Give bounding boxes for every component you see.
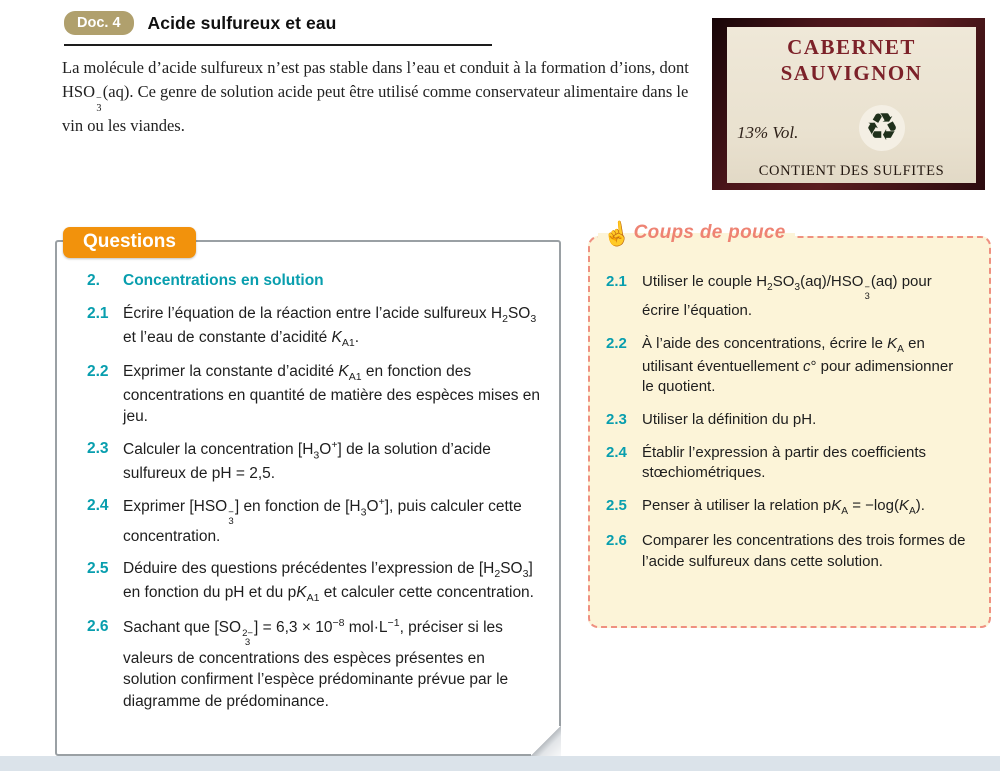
hint-number: 2.5 — [606, 497, 627, 515]
thumb-up-icon: ☝ — [600, 219, 633, 249]
hint-item — [606, 334, 975, 398]
hint-item — [606, 496, 975, 519]
questions-panel — [55, 231, 561, 756]
question-item — [87, 495, 541, 548]
question-text: Écrire l’équation de la réaction entre l’acide sulfureux $H_2SO_3$ et l’eau de constante d’acidité $K_{A1}$. — [123, 305, 537, 349]
page-fold-corner — [531, 726, 561, 756]
question-text: Sachant que [SO 2− 3 ] = $6,3 \times 10^{-8}$ $mol\cdot L^{-1}$, préciser si les valeurs de concentrations des espèces présentes en solution confirment l’espèce prédominante prévue par le diagramme de prédominance. — [123, 616, 509, 710]
page-title: Acide sulfureux et eau — [147, 12, 337, 33]
section-number: 2. — [87, 272, 100, 289]
question-number: 2.4 — [87, 496, 109, 514]
wine-name-line1: CABERNET — [787, 35, 916, 59]
wine-name — [727, 27, 976, 86]
hint-number: 2.6 — [606, 532, 627, 550]
question-number: 2.1 — [87, 305, 109, 322]
recycling-icon: ♻ — [859, 105, 905, 151]
hints-header — [598, 219, 795, 249]
question-number: 2.2 — [87, 362, 109, 380]
hint-item — [606, 410, 975, 431]
doc-header — [64, 11, 492, 46]
intro-paragraph: La molécule d’acide sulfureux n’est pas stable dans l’eau et conduit à la formation d’ions, dont HSO − 3 (aq). Ce genre de solution acide peut être utilisé comme conservateur alimentaire dans le vin ou les viandes. — [62, 58, 689, 135]
hint-number: 2.2 — [606, 334, 627, 352]
hint-item — [606, 272, 975, 322]
questions-content — [57, 242, 559, 713]
questions-section-header — [87, 272, 541, 290]
question-item — [87, 361, 541, 428]
sulfites-notice: CONTIENT DES SULFITES — [758, 163, 945, 179]
question-text: Exprimer [HSO − 3 ] en fonction de $[H_3O^+]$, puis calculer cette concentration. — [123, 495, 522, 546]
page-bottom-edge — [0, 756, 1000, 771]
doc-number-badge: Doc. 4 — [64, 11, 134, 35]
question-number: 2.6 — [87, 617, 109, 635]
question-item — [87, 438, 541, 485]
wine-label-photo — [712, 18, 985, 190]
hint-item — [606, 531, 975, 572]
question-text: Calculer la concentration $[H_3O^+]$ de la solution d’acide sulfureux de pH = 2,5. — [123, 438, 491, 482]
hint-text: Penser à utiliser la relation $pK_A = -\log(K_A)$. — [642, 497, 925, 518]
question-number: 2.5 — [87, 560, 109, 578]
questions-header-badge: Questions — [63, 227, 196, 258]
hint-text: À l’aide des concentrations, écrire le $K_A$ en utilisant éventuellement c° pour adimensionner le quotient. — [642, 334, 954, 396]
hint-text: Utiliser le couple $H_2SO_3(aq)$/HSO − 3 (aq) pour écrire l’équation. — [642, 273, 932, 319]
hint-number: 2.1 — [606, 273, 627, 290]
hint-number: 2.3 — [606, 410, 627, 428]
hints-panel — [588, 219, 991, 628]
wine-name-line2: SAUVIGNON — [780, 60, 923, 85]
section-title: Concentrations en solution — [123, 272, 324, 289]
question-item — [87, 558, 541, 606]
question-text: Déduire des questions précédentes l’expression de $[H_2SO_3]$ en fonction du pH et du $pK_{A1}$ et calculer cette concentration. — [123, 560, 534, 605]
wine-label-inner — [727, 27, 976, 183]
hint-text: Utiliser la définition du pH. — [642, 410, 817, 428]
alcohol-content: 13% Vol. — [737, 123, 799, 142]
question-number: 2.3 — [87, 439, 109, 457]
question-item — [87, 303, 541, 351]
hint-item — [606, 443, 975, 484]
hint-number: 2.4 — [606, 443, 627, 461]
hint-text: Établir l’expression à partir des coefficients stœchiométriques. — [642, 443, 927, 482]
question-item — [87, 616, 541, 713]
question-text: Exprimer la constante d’acidité $K_{A1}$ en fonction des concentrations en quantité de matière des espèces mises en jeu. — [123, 362, 541, 426]
hints-title: Coups de pouce — [633, 222, 786, 243]
hint-text: Comparer les concentrations des trois formes de l’acide sulfureux dans cette solution. — [642, 532, 966, 570]
